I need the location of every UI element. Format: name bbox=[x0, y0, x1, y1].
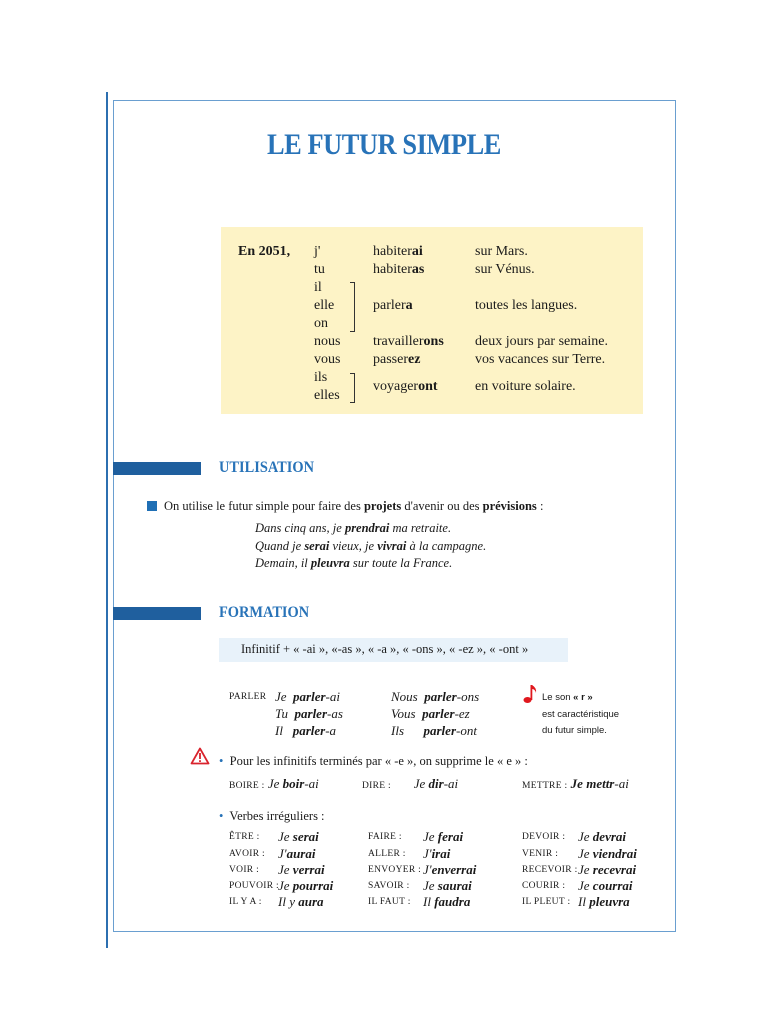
conj-row: Vous parler-ez bbox=[391, 706, 470, 721]
irregular-form: Je ferai bbox=[423, 829, 464, 844]
verb-travaillerons: travaillerons bbox=[373, 334, 444, 349]
irregular-label: ENVOYER : bbox=[368, 865, 422, 875]
example-sentence: Dans cinq ans, je prendrai ma retraite. bbox=[255, 521, 452, 535]
complement: sur Mars. bbox=[475, 244, 528, 259]
irregular-label: AVOIR : bbox=[229, 849, 265, 859]
note-line-1: Le son « r » bbox=[542, 692, 593, 703]
irregular-form: Il faudra bbox=[423, 894, 471, 909]
e-example: DIRE : Je dir-ai bbox=[362, 776, 459, 791]
music-note-icon bbox=[523, 683, 539, 705]
irregular-form: Il pleuvra bbox=[578, 894, 630, 909]
irregular-label: COURIR : bbox=[522, 881, 566, 891]
section-heading-utilisation: UTILISATION bbox=[219, 459, 314, 476]
pronoun: on bbox=[314, 316, 328, 331]
verb-parlera: parlera bbox=[373, 298, 413, 313]
rule-e-ending: • Pour les infinitifs terminés par « -e », on supprime le « e » : bbox=[219, 754, 528, 768]
irregular-form: Je serai bbox=[278, 829, 319, 844]
pronoun: elles bbox=[314, 388, 340, 403]
irregular-label: FAIRE : bbox=[368, 832, 402, 842]
irregular-form: Je pourrai bbox=[278, 878, 334, 893]
complement: sur Vénus. bbox=[475, 262, 535, 277]
margin-rule bbox=[106, 92, 108, 948]
irregular-label: IL Y A : bbox=[229, 897, 262, 907]
example-sentence: Demain, il pleuvra sur toute la France. bbox=[255, 556, 453, 570]
conj-row: Je parler-ai bbox=[275, 689, 340, 704]
irregular-form: J'enverrai bbox=[423, 862, 477, 877]
page-frame bbox=[113, 100, 676, 932]
irregular-label: IL FAUT : bbox=[368, 897, 411, 907]
irregular-form: J'irai bbox=[423, 846, 451, 861]
section-bar-formation bbox=[113, 607, 201, 620]
warning-icon bbox=[190, 747, 210, 765]
pronoun: j' bbox=[314, 244, 321, 259]
example-lead: En 2051, bbox=[238, 244, 291, 259]
bullet-square-icon bbox=[147, 501, 157, 511]
pronoun: nous bbox=[314, 334, 341, 349]
irregular-form: J'aurai bbox=[278, 846, 316, 861]
page-title: LE FUTUR SIMPLE bbox=[267, 128, 501, 161]
brace-ils-elles bbox=[350, 373, 355, 403]
irregular-title: • Verbes irréguliers : bbox=[219, 809, 325, 823]
irregular-label: DEVOIR : bbox=[522, 832, 566, 842]
example-conjugation-box bbox=[221, 227, 643, 414]
section-heading-formation: FORMATION bbox=[219, 604, 310, 621]
irregular-label: SAVOIR : bbox=[368, 881, 410, 891]
note-line-2: est caractéristique bbox=[542, 709, 620, 720]
irregular-label: POUVOIR : bbox=[229, 881, 279, 891]
parler-label: PARLER bbox=[229, 692, 267, 702]
irregular-label: VENIR : bbox=[522, 849, 559, 859]
irregular-form: Je recevrai bbox=[578, 862, 637, 877]
complement: vos vacances sur Terre. bbox=[475, 352, 606, 367]
conj-row: Nous parler-ons bbox=[391, 689, 480, 704]
formation-formula: Infinitif + « -ai », «-as », « -a », « -ons », « -ez », « -ont » bbox=[241, 642, 529, 656]
verb-habiterai: habiterai bbox=[373, 244, 423, 259]
irregular-label: VOIR : bbox=[229, 865, 260, 875]
pronoun: il bbox=[314, 280, 322, 295]
complement: deux jours par semaine. bbox=[475, 334, 608, 349]
pronoun: vous bbox=[314, 352, 341, 367]
complement: toutes les langues. bbox=[475, 298, 578, 313]
irregular-form: Je viendrai bbox=[578, 846, 637, 861]
irregular-form: Je verrai bbox=[278, 862, 325, 877]
pronoun: tu bbox=[314, 262, 325, 277]
irregular-form: Je courrai bbox=[578, 878, 633, 893]
irregular-label: RECEVOIR : bbox=[522, 865, 578, 875]
conj-row: Ils parler-ont bbox=[391, 723, 477, 738]
irregular-label: ALLER : bbox=[368, 849, 406, 859]
pronoun: ils bbox=[314, 370, 328, 385]
verb-habiteras: habiteras bbox=[373, 262, 425, 277]
note-line-3: du futur simple. bbox=[542, 725, 607, 736]
irregular-form: Je saurai bbox=[423, 878, 472, 893]
formation-formula-box bbox=[219, 638, 568, 662]
pronoun: elle bbox=[314, 298, 335, 313]
conj-row: Il parler-a bbox=[275, 723, 337, 738]
verb-voyageront: voyageront bbox=[373, 379, 438, 394]
utilisation-rule: On utilise le futur simple pour faire des projets d'avenir ou des prévisions : bbox=[164, 499, 544, 513]
example-sentence: Quand je serai vieux, je vivrai à la campagne. bbox=[255, 539, 487, 553]
verb-passerez: passerez bbox=[373, 352, 421, 367]
conj-row: Tu parler-as bbox=[275, 706, 343, 721]
irregular-label: ÊTRE : bbox=[229, 832, 260, 842]
irregular-label: IL PLEUT : bbox=[522, 897, 571, 907]
irregular-form: Je devrai bbox=[578, 829, 627, 844]
irregular-form: Il y aura bbox=[278, 894, 324, 909]
section-bar-utilisation bbox=[113, 462, 201, 475]
e-example: BOIRE : Je boir-ai bbox=[229, 776, 319, 791]
brace-il-elle-on bbox=[350, 282, 355, 332]
complement: en voiture solaire. bbox=[475, 379, 576, 394]
e-example: METTRE : Je mettr-ai bbox=[522, 776, 629, 791]
